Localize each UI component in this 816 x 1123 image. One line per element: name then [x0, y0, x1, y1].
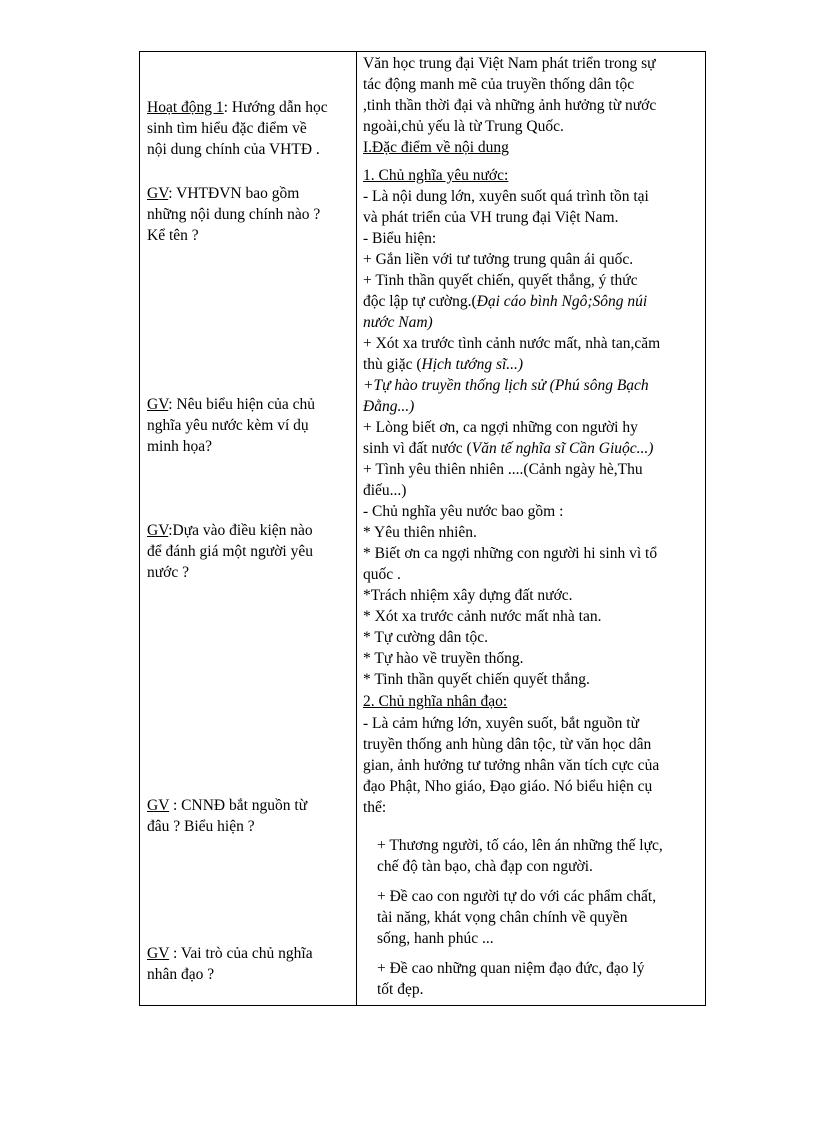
content-line: * Yêu thiên nhiên. — [363, 524, 477, 541]
question-4: GV : CNNĐ bắt nguồn từ — [147, 797, 308, 814]
content-line: thể: — [363, 799, 387, 816]
content-line: gian, ảnh hưởng tư tưởng nhân văn tích cực của — [363, 757, 660, 774]
lesson-table — [139, 51, 706, 1006]
content-line: * Biết ơn ca ngợi những con người hi sinh vì tổ — [363, 545, 658, 562]
humanism-point: + Đề cao những quan niệm đạo đức, đạo lý — [377, 960, 645, 977]
content-line: + Tình yêu thiên nhiên ....(Cảnh ngày hè,Thu — [363, 461, 643, 478]
question-2: GV: Nêu biểu hiện của chủ — [147, 396, 316, 413]
content-line: + Xót xa trước tình cảnh nước mất, nhà tan,căm — [363, 335, 661, 352]
content-line: độc lập tự cường.(Đại cáo bình Ngô;Sông núi — [363, 293, 648, 310]
content-line: + Gắn liền với tư tưởng trung quân ái quốc. — [363, 251, 634, 268]
intro-text: ngoài,chủ yếu là từ Trung Quốc. — [363, 118, 564, 135]
question-text: nghĩa yêu nước kèm ví dụ — [147, 417, 309, 434]
content-line: quốc . — [363, 566, 401, 583]
content-line: - Là nội dung lớn, xuyên suốt quá trình tồn tại — [363, 188, 649, 205]
section-heading: I.Đặc điểm về nội dung — [363, 139, 509, 156]
content-line: * Tự hào về truyền thống. — [363, 650, 524, 667]
humanism-point: tài năng, khát vọng chân chính về quyền — [377, 909, 628, 926]
humanism-point: sống, hanh phúc ... — [377, 930, 494, 947]
content-line: - Là cảm hứng lớn, xuyên suốt, bắt nguồn từ — [363, 715, 639, 732]
humanism-point: chế độ tàn bạo, chà đạp con người. — [377, 858, 593, 875]
content-line: * Xót xa trước cảnh nước mất nhà tan. — [363, 608, 602, 625]
content-line: Đằng...) — [363, 398, 415, 415]
intro-text: Văn học trung đại Việt Nam phát triển trong sự — [363, 55, 656, 72]
content-line: - Biểu hiện: — [363, 230, 437, 247]
content-line: +Tự hào truyền thống lịch sử (Phú sông Bạch — [363, 377, 649, 394]
question-text: nhân đạo ? — [147, 966, 215, 983]
humanism-point: tốt đẹp. — [377, 981, 424, 998]
content-line: + Lòng biết ơn, ca ngợi những con người hy — [363, 419, 638, 436]
question-text: minh họa? — [147, 438, 212, 455]
content-line: - Chủ nghĩa yêu nước bao gồm : — [363, 503, 564, 520]
content-line: + Tinh thần quyết chiến, quyết thắng, ý thức — [363, 272, 638, 289]
content-line: * Tự cường dân tộc. — [363, 629, 489, 646]
question-text: những nội dung chính nào ? — [147, 206, 321, 223]
humanism-point: + Thương người, tố cáo, lên án những thế lực, — [377, 837, 663, 854]
content-line: sinh vì đất nước (Văn tế nghĩa sĩ Cần Giuộc...) — [363, 440, 654, 457]
content-line: điếu...) — [363, 482, 407, 499]
content-line: truyền thống anh hùng dân tộc, từ văn học dân — [363, 736, 652, 753]
subsection-title-humanism: 2. Chủ nghĩa nhân đạo: — [363, 693, 508, 710]
question-3: GV:Dựa vào điều kiện nào — [147, 522, 313, 539]
question-text: đâu ? Biểu hiện ? — [147, 818, 255, 835]
column-divider — [356, 52, 357, 1005]
content-line: đạo Phật, Nho giáo, Đạo giáo. Nó biểu hiện cụ — [363, 778, 653, 795]
content-line: *Trách nhiệm xây dựng đất nước. — [363, 587, 573, 604]
activity-text: nội dung chính của VHTĐ . — [147, 141, 320, 158]
subsection-title-patriotism: 1. Chủ nghĩa yêu nước: — [363, 167, 509, 184]
question-1: GV: VHTĐVN bao gồm — [147, 185, 300, 202]
activity-heading: Hoạt động 1: Hướng dẫn học — [147, 99, 328, 116]
intro-text: ,tinh thần thời đại và những ảnh hưởng từ nước — [363, 97, 657, 114]
intro-text: tác động manh mẽ của truyền thống dân tộc — [363, 76, 635, 93]
question-text: nước ? — [147, 564, 189, 581]
question-5: GV : Vai trò của chủ nghĩa — [147, 945, 313, 962]
question-text: để đánh giá một người yêu — [147, 543, 313, 560]
activity-text: sinh tìm hiểu đặc điểm về — [147, 120, 307, 137]
humanism-point: + Đề cao con người tự do với các phẩm chất, — [377, 888, 657, 905]
content-line: và phát triển của VH trung đại Việt Nam. — [363, 209, 619, 226]
question-text: Kể tên ? — [147, 227, 199, 244]
content-line: thù giặc (Hịch tướng sĩ...) — [363, 356, 524, 373]
content-line: nước Nam) — [363, 314, 433, 331]
content-line: * Tinh thần quyết chiến quyết thắng. — [363, 671, 590, 688]
